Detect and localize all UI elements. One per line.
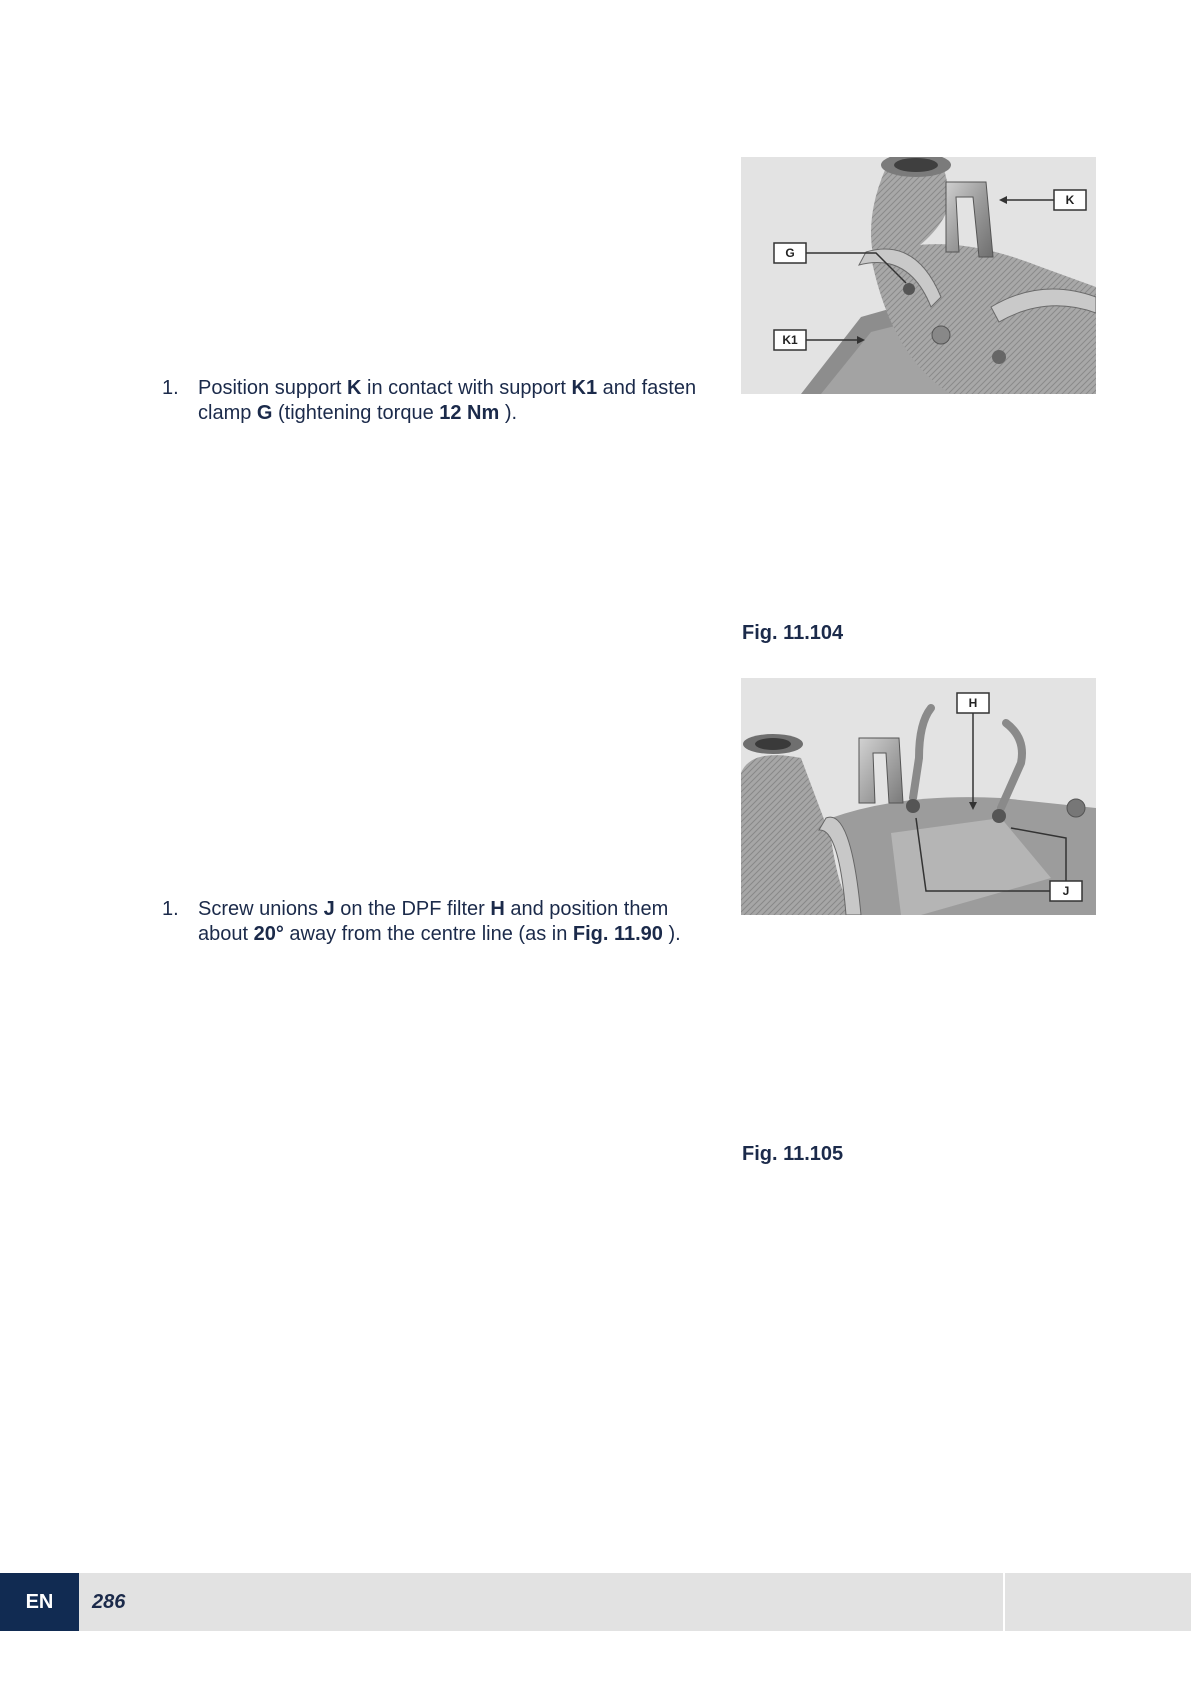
step-emphasis: J [323, 898, 335, 920]
footer-divider [1003, 1573, 1005, 1631]
step-emphasis: K1 [571, 377, 598, 399]
step-emphasis: G [256, 402, 273, 424]
step-text [198, 376, 722, 426]
label-j: J [1062, 884, 1070, 898]
figure-caption: Fig. 11.104 [742, 622, 844, 644]
figure-11-105-image [741, 678, 1096, 915]
step-text-run: away from the centre line (as in [283, 923, 573, 945]
step-text-run: in contact with support [361, 377, 572, 399]
label-k: K [1065, 193, 1075, 207]
label-h: H [968, 696, 978, 710]
step-text [198, 897, 722, 947]
figure-11-104-image [741, 157, 1096, 394]
label-g: G [785, 246, 795, 260]
label-k1: K1 [782, 333, 798, 347]
step-emphasis: Fig. 11.90 [572, 923, 663, 945]
step-text-run: and fasten clamp [198, 377, 697, 424]
step-number: 1. [162, 898, 179, 920]
step-text-run: ). [499, 402, 518, 424]
step-text-run: Screw unions [198, 898, 324, 920]
step-text-run: Position support [198, 377, 347, 399]
step-emphasis: K [346, 377, 362, 399]
figure-caption: Fig. 11.105 [742, 1143, 844, 1165]
step-emphasis: H [490, 898, 505, 920]
step-text-run: on the DPF filter [334, 898, 491, 920]
step-number: 1. [162, 377, 179, 399]
language-badge: EN [0, 1573, 79, 1631]
page-number: 286 [92, 1590, 126, 1613]
page-footer [0, 1573, 1191, 1631]
step-emphasis: 12 Nm [439, 402, 500, 424]
step-text-run: (tightening torque [272, 402, 440, 424]
step-text-run: ). [662, 923, 681, 945]
step-emphasis: 20° [253, 923, 284, 945]
step-text-run: and position them about [198, 898, 669, 945]
